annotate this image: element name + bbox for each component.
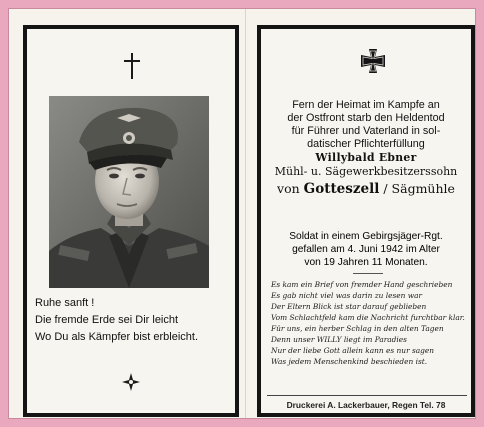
place-line: [261, 180, 471, 198]
headline-line: datischer Pflichterfüllung: [307, 138, 425, 150]
headline-block: [261, 99, 471, 198]
headline-line: für Führer und Vaterland in sol-: [291, 125, 441, 137]
divider: [353, 273, 383, 274]
footer-rule: [267, 395, 467, 396]
details-block: [261, 230, 471, 269]
place-name: Gotteszell: [303, 181, 380, 197]
verse-line: Die fremde Erde sei Dir leicht: [35, 314, 179, 326]
detail-line: von 19 Jahren 11 Monaten.: [304, 257, 428, 268]
place-suffix: / Sägmühle: [383, 181, 455, 196]
poem-line: Es kam ein Brief von fremder Hand geschrieben: [271, 280, 453, 289]
headline-line: Fern der Heimat im Kampfe an: [292, 99, 440, 111]
left-panel: [23, 25, 239, 417]
deceased-name: Willybald Ebner: [315, 151, 417, 164]
poem-line: Der Eltern Blick ist star darauf geblieben: [271, 302, 427, 311]
detail-line: Soldat in einem Gebirgsjäger-Rgt.: [289, 231, 443, 242]
detail-line: gefallen am 4. Juni 1942 im Alter: [292, 244, 440, 255]
poem-line: Für uns, ein herber Schlag in den alten Tagen: [271, 324, 444, 333]
verse-line: Ruhe sanft !: [35, 297, 95, 309]
latin-cross-icon: [124, 53, 140, 79]
place-prefix: von: [277, 181, 300, 196]
card-fold: [245, 9, 246, 418]
memorial-card: [9, 9, 475, 418]
origin-line: Mühl- u. Sägewerkbesitzerssohn: [274, 165, 458, 178]
verse-block: [35, 295, 235, 346]
iron-cross-icon: [361, 49, 385, 73]
poem-line: Nur der liebe Gott allein kann es nur sagen: [271, 346, 435, 355]
poem-line: Es gab nicht viel was darin zu lesen war: [271, 291, 423, 300]
verse-line: Wo Du als Kämpfer bist erbleicht.: [35, 331, 199, 343]
poem-line: Denn unser WILLY liegt im Paradies: [271, 335, 407, 344]
headline-line: der Ostfront starb den Heldentod: [287, 112, 445, 124]
poem-line: Was jedem Menschenkind beschieden ist.: [271, 357, 428, 366]
soldier-portrait-photo: [49, 96, 209, 288]
poem-block: [271, 279, 471, 367]
printer-credit: Druckerei A. Lackerbauer, Regen Tel. 78: [286, 400, 446, 410]
poem-line: Vom Schlachtfeld kam die Nachricht furchtbar klar.: [271, 313, 465, 322]
ornament-icon: [122, 373, 140, 391]
right-panel: [257, 25, 475, 417]
